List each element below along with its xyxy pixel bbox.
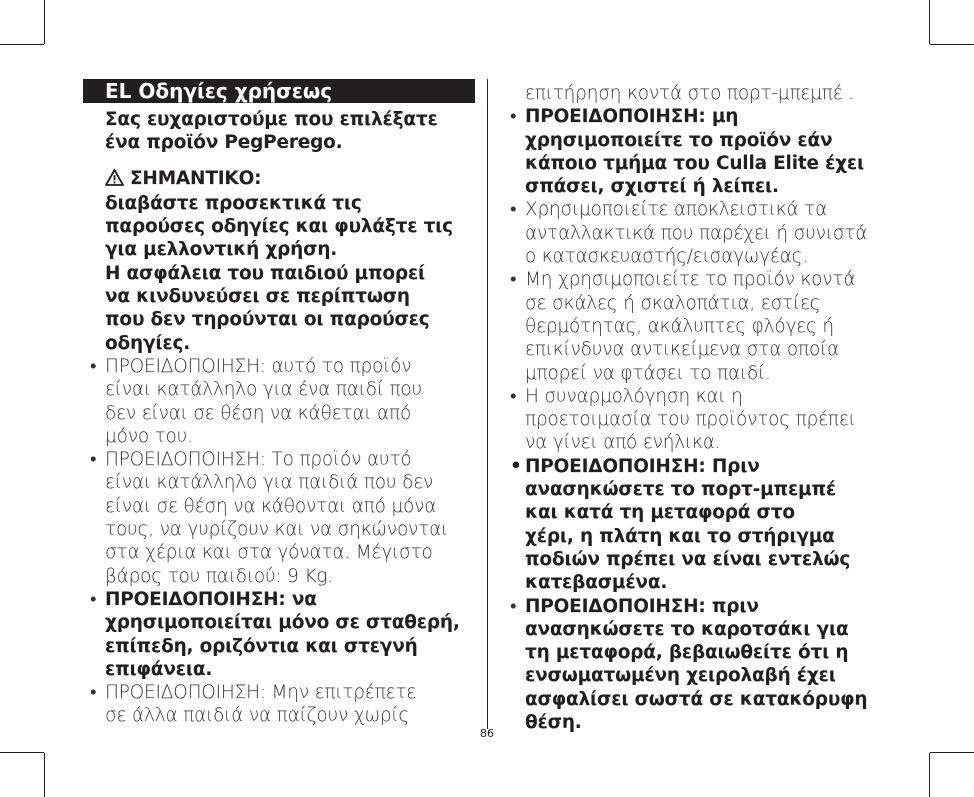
warning-icon <box>105 169 124 192</box>
bullet: • <box>90 355 97 377</box>
crop-mark <box>929 0 930 44</box>
crop-mark <box>44 753 45 797</box>
list-item: • ΠΡΟΕΙΔΟΠΟΙΗΣΗ: μη χρησιμοποιείτε το προϊόν εάν κάποιο τμήμα του Culla Elite έχει σπάσει, σχιστεί ή λείπει. <box>510 106 865 198</box>
column-divider <box>487 79 488 729</box>
bullet: • <box>510 385 517 407</box>
bullet: • <box>90 682 97 704</box>
crop-mark <box>930 752 974 753</box>
list-item: • ΠΡΟΕΙΔΟΠΟΙΗΣΗ: να χρησιμοποιείται μόνο σε σταθερή, επίπεδη, οριζόντια και στεγνή επιφάνεια. <box>90 588 460 680</box>
bullet: • <box>510 455 522 477</box>
bullet: • <box>510 106 517 128</box>
list-item: • ΠΡΟΕΙΔΟΠΟΙΗΣΗ: Πριν ανασηκώσετε το πορτ-μπεμπέ και κατά τη μεταφορά στο χέρι, η πλάτη και το στήριγμα ποδιών πρέπει να είναι εντελώς κατεβασμένα. <box>510 455 851 594</box>
crop-mark <box>44 0 45 44</box>
list-item: • Χρησιμοποιείτε αποκλειστικά τα ανταλλακτικά που παρέχει ή συνιστά ο κατασκευαστής/εισαγωγέας. <box>510 199 868 268</box>
bullet: • <box>510 199 517 221</box>
list-item: • ΠΡΟΕΙΔΟΠΟΙΗΣΗ: Μην επιτρέπετε σε άλλα παιδιά να παίζουν χωρίς <box>90 682 417 727</box>
crop-mark <box>929 753 930 797</box>
bullet: • <box>510 269 517 291</box>
intro-text: Σας ευχαριστούμε που επιλέξατε ένα προϊόν PegPerego. <box>105 109 438 154</box>
section-header <box>83 79 475 103</box>
header-title: EL Οδηγίες χρήσεως <box>105 79 333 103</box>
list-item: • ΠΡΟΕΙΔΟΠΟΙΗΣΗ: πριν ανασηκώσετε το καροτσάκι για τη μεταφορά, βεβαιωθείτε ότι η ενσωματωμένη χειρολαβή έχει ασφαλίσει σωστά σε κατακόρυφη θέση. <box>510 595 868 734</box>
right-column <box>508 82 898 734</box>
crop-mark <box>0 752 44 753</box>
list-item: • Η συναρμολόγηση και η προετοιμασία του προϊόντος πρέπει να γίνει από ενήλικα. <box>510 385 856 454</box>
list-item: • ΠΡΟΕΙΔΟΠΟΙΗΣΗ: αυτό το προϊόν είναι κατάλληλο για ένα παιδί που δεν είναι σε θέση να κάθεται από μόνο του. <box>90 355 423 447</box>
list-item: • ΠΡΟΕΙΔΟΠΟΙΗΣΗ: Το προϊόν αυτό είναι κατάλληλο για παιδιά που δεν είναι σε θέση να κάθονται από μόνα τους, να γυρίζουν και να σηκώνονται στα χέρια και στα γόνατα. Μέγιστο βάρος του παιδιού: 9 Kg. <box>90 449 449 587</box>
crop-mark <box>930 44 974 45</box>
list-item: • Μη χρησιμοποιείτε το προϊόν κοντά σε σκάλες ή σκαλοπάτια, εστίες θερμότητας, ακάλυπτες φλόγες ή επικίνδυνα αντικείμενα στα οποία μπορεί να φτάσει το παιδί. <box>510 269 856 384</box>
bullet: • <box>510 595 517 617</box>
important-heading: ΣΗΜΑΝΤΙΚΟ: <box>130 167 262 189</box>
page-number: 86 <box>480 727 494 740</box>
important-notice: ΣΗΜΑΝΤΙΚΟ: διαβάστε προσεκτικά τις παρούσες οδηγίες και φυλάξτε τις για μελλοντική χρήση. Η ασφάλεια του παιδιού μπορεί να κινδυνεύσει σε περίπτωση που δεν τηρούνται οι παρούσες οδηγίες. <box>105 167 453 354</box>
bullet: • <box>90 588 97 610</box>
crop-mark <box>0 44 44 45</box>
bullet: • <box>90 449 97 471</box>
left-column <box>88 108 478 728</box>
continued-text: επιτήρηση κοντά στο πορτ-μπεμπέ . <box>525 83 854 104</box>
